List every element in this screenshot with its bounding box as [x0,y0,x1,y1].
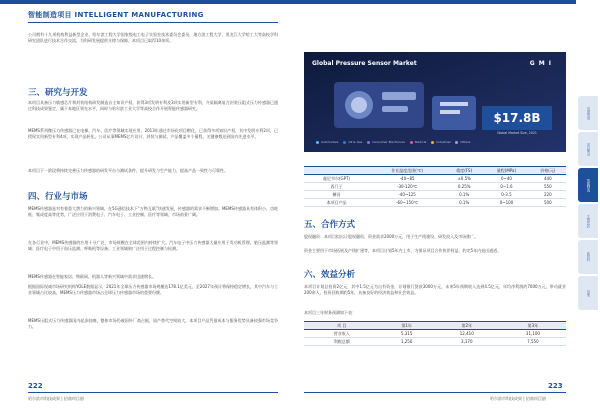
section-4-paragraph-1: MEMS传感器是对有着重大潜力的新兴领域，在5G通信技术下“万物互联”快速发展，传感器的需求不断增加。MEMS传感器具有体积小、功耗低、集成度高等优势，广泛应用于消费电子、汽车电子、工业控制、医疗等领域，市场前景广阔。 [28,206,278,218]
right-page-number: 223 [548,382,563,390]
legend-dot-medical [410,141,413,144]
section-5-title: 五、合作方式 [304,220,356,230]
table-cell: 本项目产品 [304,199,369,207]
table2-header-cell: 项 目 [304,322,380,330]
table-cell: 西门子 [304,183,369,191]
table1-header-row [304,167,566,175]
section-5-paragraph-2: 资金主要用于市场拓展及产线扩建等，本项目计划5年内上市，为保证项目合作伙伴权益，约定5年内退出通道。 [304,248,502,253]
table-cell: 12,410 [434,330,500,338]
left-footer-rule [28,392,278,393]
table1-header-cell: 精度(FS) [445,167,483,175]
section-4-paragraph-2: 在各行业中，MEMS传感器的应用十分广泛，市场规模在全球范围内持续扩大。汽车电子中压力传感器大量应用于发动机管理、胎压监测等领域；医疗电子中用于血压监测、呼吸机等设备；工业领域则广泛用于过程控制与检测。 [28,240,278,252]
table-row [304,199,566,207]
legend-consumer-electronics: Consumer Electronics [372,140,405,144]
table-cell: 0.1% [445,199,483,207]
banner-legend [312,140,471,144]
chapter-side-tabs [576,0,600,409]
table-cell: 营业收入 [304,330,380,338]
left-page-number: 222 [28,382,43,390]
table-cell: 横河 [304,191,369,199]
table2-header-cell: 第1年 [380,322,434,330]
section-3-title: 三、研究与开发 [28,88,88,98]
table-cell: 500 [530,199,566,207]
table-cell: 0-3.5 [483,191,529,199]
legend-dot-automotive [316,141,319,144]
table-cell: -30-120℃ [369,183,445,191]
banner-background-graphic [304,52,566,152]
side-tab[interactable]: 生物医药 [578,204,598,238]
banner-title: Global Pressure Sensor Market [312,60,417,67]
financial-forecast-table [304,321,566,346]
top-bar [0,0,600,26]
table-cell: 550 [530,183,566,191]
section-6-paragraph-2: 本项目三年财务预测如下表： [304,310,356,315]
right-footer-text: 哈尔滨市科技成果 | 招商项目册 [490,396,546,401]
table-cell: 31,100 [500,330,566,338]
table-row [304,191,566,199]
market-size-value: $17.8B [482,106,552,130]
table-row [304,330,566,338]
section-4-paragraph-3: MEMS传感器在智能家居、物联网、机器人等新兴领域中需求迅速增长。 [28,274,156,279]
table-cell: 440 [530,175,566,183]
section-4-title: 四、行业与市场 [28,192,88,202]
legend-medical: Medical [414,140,427,144]
legend-dot-consumer-electronics [367,141,370,144]
top-accent-strip [0,0,600,4]
section-3-paragraph-3: 本项目下一阶段将持续完善压力传感器的研发平台与测试条件，提升研发与生产能力，提高产品一致性与可靠性。 [28,168,228,173]
table1-header-cell: 价格(元) [530,167,566,175]
table-cell: 霍尼韦尔(GPT) [304,175,369,183]
table1-header-cell: 量程(MPa) [483,167,529,175]
section-3-paragraph-2: MEMS系列微压力传感器已在电梯、汽车、医疗等领域实现应用，2013年通过市场化项目孵化，已获得多项知识产权，其中发明专利2项，已授权实用新型专利4项，实现产品转化。公司从事MEMS芯片设计、封装与测试，产品覆盖多个量程，关键参数达到国内先进水平。 [28,128,278,140]
section-6-paragraph-1: 本项目计划总投资2亿元，其中1.5亿元为自有资金，计划银行贷款3000万元，未来5年预期收入达到4.5亿元，年均净利润约7000万元，带动就业200余人，投资回收期约5年，具备良好的经济效益和社会效益。 [304,284,566,296]
legend-dot-oil-gas [343,141,346,144]
table2-header-cell: 第3年 [500,322,566,330]
section-6-title: 六、效益分析 [304,270,356,280]
gmi-logo: G M I [529,60,552,67]
legend-automotive: Automotive [321,140,339,144]
legend-others: Others [460,140,471,144]
table-cell: -60~150℃ [369,199,445,207]
table-cell: 0~100 [483,199,529,207]
table-row [304,183,566,191]
right-footer-rule [304,392,566,393]
intro-paragraph: 公司拥有十九项机构利益新型企业，哈尔滨工程大学国家级电工电子实验室技术委员会委员，地方滨工程大学，黑龙江大学哈工大等高校学科研究团队进行技术合作交流，为科研发展提供支撑与保障。本项目已取得10余项。 [28,32,278,44]
table-cell: 7,550 [500,338,566,346]
side-tab[interactable]: 发展规划 [578,96,598,130]
table-row [304,175,566,183]
competitor-comparison-table [304,166,566,207]
section-3-paragraph-1: 本项目具备压力敏感芯片和封装结构研发制造自主知识产权，获得3项发明专利及3项实用新型专利，介质隔离复合封装压阻式压力传感器已通过科技成果鉴定，属于本地区领先水平，同时与哈尔滨工业大学等高校合作开展智能传感器研究。 [28,100,278,112]
side-tab[interactable]: 项目概况 [578,132,598,166]
table-cell: 0~40 [483,175,529,183]
pressure-sensor-market-banner [304,52,566,152]
section-4-paragraph-5: MEMS压阻式压力传感器国内起步较晚，整体市场仍被国外厂商占据，国产替代空间较大，本项目产品凭借成本与服务优势具备较强市场竞争力。 [28,318,278,330]
table-cell: 5,315 [380,330,434,338]
table-cell: 3,170 [434,338,500,346]
table-row [304,338,566,346]
legend-industrial: Industrial [436,140,451,144]
side-tab[interactable]: 其他 [578,276,598,310]
section-5-paragraph-1: 股权融资：本项目拟出让股权融资，资金需求2000万元，用于生产线建设、研发投入及市场推广。 [304,234,479,239]
legend-dot-industrial [431,141,434,144]
table2-header-cell: 第2年 [434,322,500,330]
market-size-label: Global Market Size, 2021 [497,131,537,135]
left-footer-text: 哈尔滨市科技成果 | 招商项目册 [28,396,84,401]
table-cell: ±0.5% [445,175,483,183]
legend-oil-gas: Oil & Gas [348,140,363,144]
table-cell: 0.25% [445,183,483,191]
section-header-title: 智能制造项目 INTELLIGENT MANUFACTURING [28,11,204,19]
table-cell: 0~1.6 [483,183,529,191]
table1-header-cell: 作业温度范围(℃) [369,167,445,175]
table1-header-cell [304,167,369,175]
table-cell: -40~125 [369,191,445,199]
legend-dot-others [455,141,458,144]
header-rule [28,22,278,23]
side-tab-active[interactable]: 智能制造 [578,168,598,202]
table-cell: 利税总额 [304,338,380,346]
table-cell: 0.1% [445,191,483,199]
side-tab[interactable]: 新材料 [578,240,598,274]
table2-header-row [304,322,566,330]
table-cell: -40~85 [369,175,445,183]
table-cell: 1,250 [380,338,434,346]
section-4-paragraph-4: 根据国际权威市场研究机构YOLE数据显示，2021年全球压力传感器市场规模达178.1亿美元，至2027年预计将保持稳定增长，其中汽车与工业领域占比较高，MEMS压力传感器市场占全球压力传感器市场的重要份额。 [28,284,278,296]
table-cell: 220 [530,191,566,199]
